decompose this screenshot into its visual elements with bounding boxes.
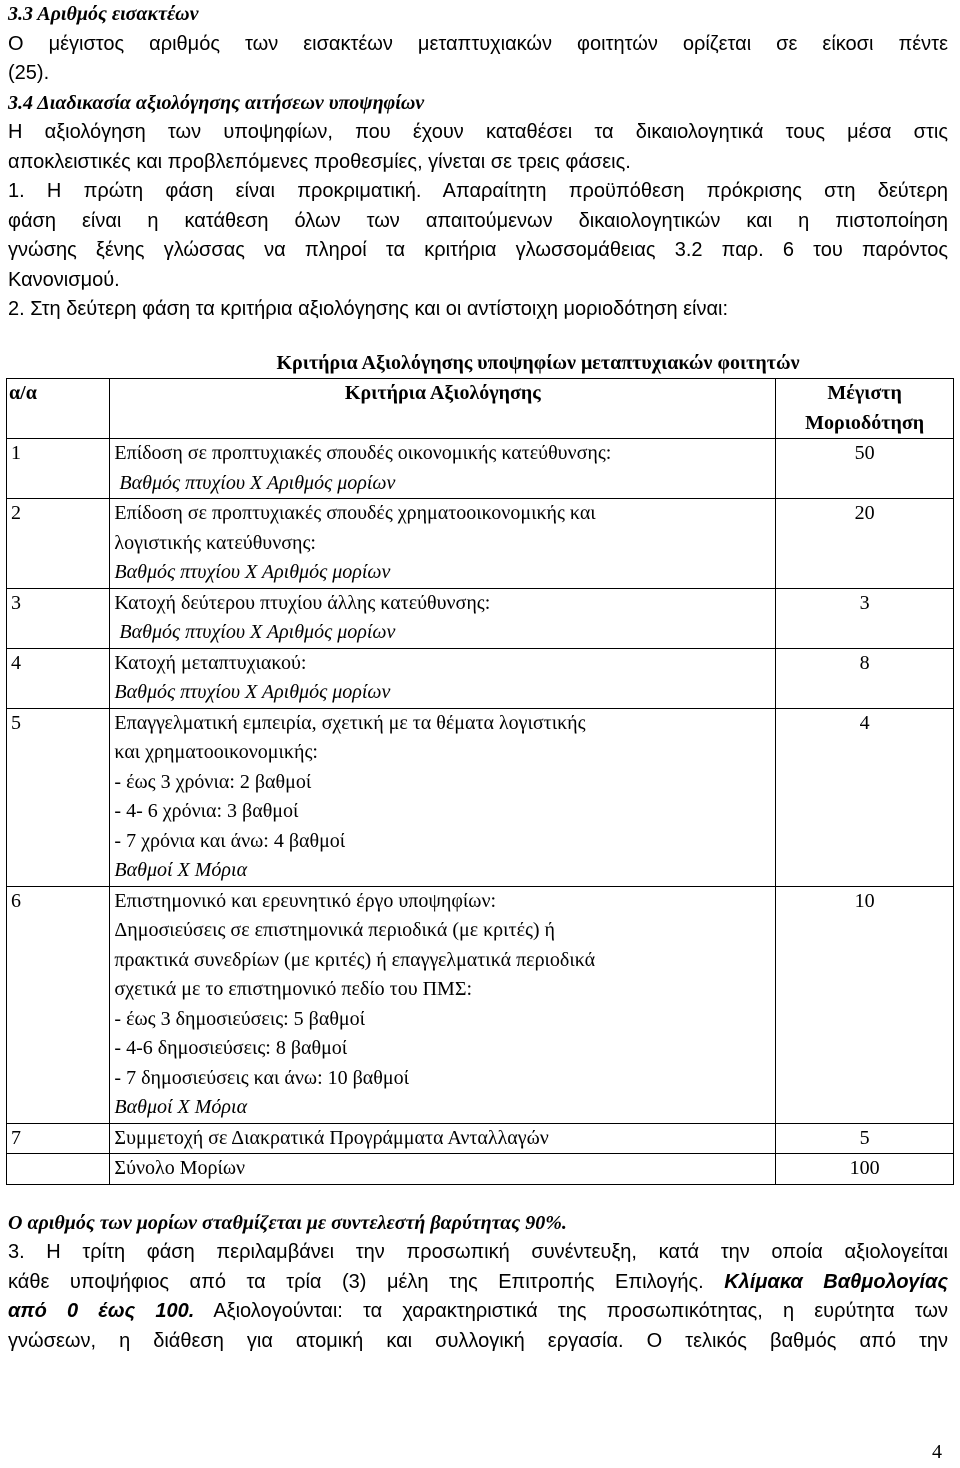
criterion-line: - 7 χρόνια και άνω: 4 βαθμοί [114, 829, 346, 852]
table-row [7, 1123, 954, 1154]
criterion-line: Επαγγελματική εμπειρία, σχετική με τα θέματα λογιστικής [114, 711, 586, 734]
criterion-line: Κατοχή δεύτερου πτυχίου άλλης κατεύθυνσης: [114, 591, 491, 614]
paragraph-line: Η αξιολόγηση των υποψηφίων, που έχουν καταθέσει τα δικαιολογητικά τους μέσα στις [8, 121, 948, 143]
paragraph-line [8, 1268, 948, 1298]
row-max-points: 4 [776, 708, 954, 886]
criterion-line: - 4-6 δημοσιεύσεις: 8 βαθμοί [114, 1037, 348, 1059]
document-page [8, 0, 948, 1356]
table-header-row [7, 379, 954, 439]
criterion-line: - έως 3 δημοσιεύσεις: 5 βαθμοί [114, 1007, 366, 1030]
paragraph-line: φάση είναι η κατάθεση όλων των απαιτούμενων δικαιολογητικών και η πιστοποίηση [8, 209, 948, 232]
row-number: 7 [7, 1123, 110, 1154]
table-total-row [7, 1154, 954, 1185]
weight-note: Ο αριθμός των μορίων σταθμίζεται με συντελεστή βαρύτητας 90%. [8, 1211, 567, 1234]
text-run: κάθε υποψήφιος από τα τρία (3) μέλη της Επιτροπής Επιλογής. [8, 1270, 725, 1293]
criterion-line: - 4- 6 χρόνια: 3 βαθμοί [114, 800, 299, 822]
paragraph-line: (25). [8, 62, 50, 84]
header-max-points [776, 379, 954, 439]
table-row [7, 708, 954, 886]
paragraph-line: Ο μέγιστος αριθμός των εισακτέων μεταπτυχιακών φοιτητών ορίζεται σε είκοσι πέντε [8, 32, 948, 55]
criterion-line: και χρηματοοικονομικής: [114, 741, 318, 763]
paragraph-line: 3. Η τρίτη φάση περιλαμβάνει την προσωπική συνέντευξη, κατά την οποία αξιολογείται [8, 1241, 948, 1263]
scoring-formula: Βαθμός πτυχίου Χ Αριθμός μορίων [114, 621, 396, 643]
header-criterion: Κριτήρια Αξιολόγησης [110, 379, 776, 439]
criterion-line: Κατοχή μεταπτυχιακού: [114, 651, 307, 674]
total-label: Σύνολο Μορίων [110, 1154, 776, 1185]
paragraph-line: Κανονισμού. [8, 268, 120, 291]
table-title: Κριτήρια Αξιολόγησης υποψηφίων μεταπτυχιακών φοιτητών [276, 351, 800, 374]
scoring-formula: Βαθμοί Χ Μόρια [114, 859, 248, 881]
section-heading-3-4: 3.4 Διαδικασία αξιολόγησης αιτήσεων υποψηφίων [8, 91, 425, 114]
table-row [7, 439, 954, 499]
row-criterion [110, 708, 776, 886]
row-number: 1 [7, 439, 110, 499]
row-max-points: 50 [776, 439, 954, 499]
criterion-line: πρακτικά συνεδρίων (με κριτές) ή επαγγελματικά περιοδικά [114, 948, 596, 971]
criterion-line: - έως 3 χρόνια: 2 βαθμοί [114, 770, 312, 793]
paragraph-line [8, 1297, 948, 1327]
row-max-points: 3 [776, 588, 954, 648]
row-criterion [110, 886, 776, 1123]
row-criterion [110, 1123, 776, 1154]
table-row [7, 886, 954, 1123]
table-row [7, 648, 954, 708]
paragraph-line: αποκλειστικές και προβλεπόμενες προθεσμίες, γίνεται σε τρεις φάσεις. [8, 150, 631, 173]
criterion-line: λογιστικής κατεύθυνσης: [114, 531, 316, 554]
criterion-line: - 7 δημοσιεύσεις και άνω: 10 βαθμοί [114, 1066, 409, 1089]
row-max-points: 20 [776, 499, 954, 589]
row-criterion [110, 439, 776, 499]
scale-emphasis: Κλίμακα Βαθμολογίας [724, 1270, 948, 1293]
header-number: α/α [7, 379, 110, 439]
total-value: 100 [776, 1154, 954, 1185]
row-number: 5 [7, 708, 110, 886]
scoring-formula: Βαθμός πτυχίου Χ Αριθμός μορίων [114, 681, 391, 703]
criterion-line: Συμμετοχή σε Διακρατικά Προγράμματα Ανταλλαγών [114, 1126, 549, 1149]
paragraph-line: 1. Η πρώτη φάση είναι προκριματική. Απαραίτητη προϋπόθεση πρόκρισης στη δεύτερη [8, 180, 948, 202]
row-number: 2 [7, 499, 110, 589]
header-max-line2: Μοριοδότηση [805, 411, 925, 434]
scale-range-emphasis: από 0 έως 100. [8, 1300, 195, 1322]
criterion-line: Επιστημονικό και ερευνητικό έργο υποψηφίων: [114, 889, 497, 912]
paragraph-line: γνώσεων, η διάθεση για ατομική και συλλογική εργασία. Ο τελικός βαθμός από την [8, 1329, 948, 1352]
criterion-line: Δημοσιεύσεις σε επιστημονικά περιοδικά (με κριτές) ή [114, 919, 556, 941]
row-criterion [110, 648, 776, 708]
page-number: 4 [932, 1441, 942, 1463]
criterion-line: σχετικά με το επιστημονικό πεδίο του ΠΜΣ: [114, 978, 473, 1000]
row-number: 3 [7, 588, 110, 648]
scoring-formula: Βαθμός πτυχίου Χ Αριθμός μορίων [114, 471, 396, 494]
total-empty-cell [7, 1154, 110, 1185]
table-row [7, 588, 954, 648]
row-max-points: 5 [776, 1123, 954, 1154]
scoring-formula: Βαθμός πτυχίου Χ Αριθμός μορίων [114, 561, 391, 583]
section-heading-3-3: 3.3 Αριθμός εισακτέων [8, 3, 199, 25]
row-criterion [110, 588, 776, 648]
criterion-line: Επίδοση σε προπτυχιακές σπουδές χρηματοοικονομικής και [114, 502, 596, 524]
criteria-table [6, 378, 954, 1185]
table-row [7, 499, 954, 589]
scoring-formula: Βαθμοί Χ Μόρια [114, 1096, 248, 1118]
row-number: 6 [7, 886, 110, 1123]
row-max-points: 8 [776, 648, 954, 708]
row-max-points: 10 [776, 886, 954, 1123]
criterion-line: Επίδοση σε προπτυχιακές σπουδές οικονομικής κατεύθυνσης: [114, 442, 612, 464]
paragraph-line: 2. Στη δεύτερη φάση τα κριτήρια αξιολόγησης και οι αντίστοιχη μοριοδότηση είναι: [8, 298, 729, 320]
text-run: Αξιολογούνται: τα χαρακτηριστικά της προσωπικότητας, η ευρύτητα των [194, 1300, 948, 1322]
header-max-line1: Μέγιστη [827, 382, 902, 404]
row-number: 4 [7, 648, 110, 708]
row-criterion [110, 499, 776, 589]
paragraph-line: γνώσης ξένης γλώσσας να πληροί τα κριτήρια γλωσσομάθειας 3.2 παρ. 6 του παρόντος [8, 239, 948, 261]
